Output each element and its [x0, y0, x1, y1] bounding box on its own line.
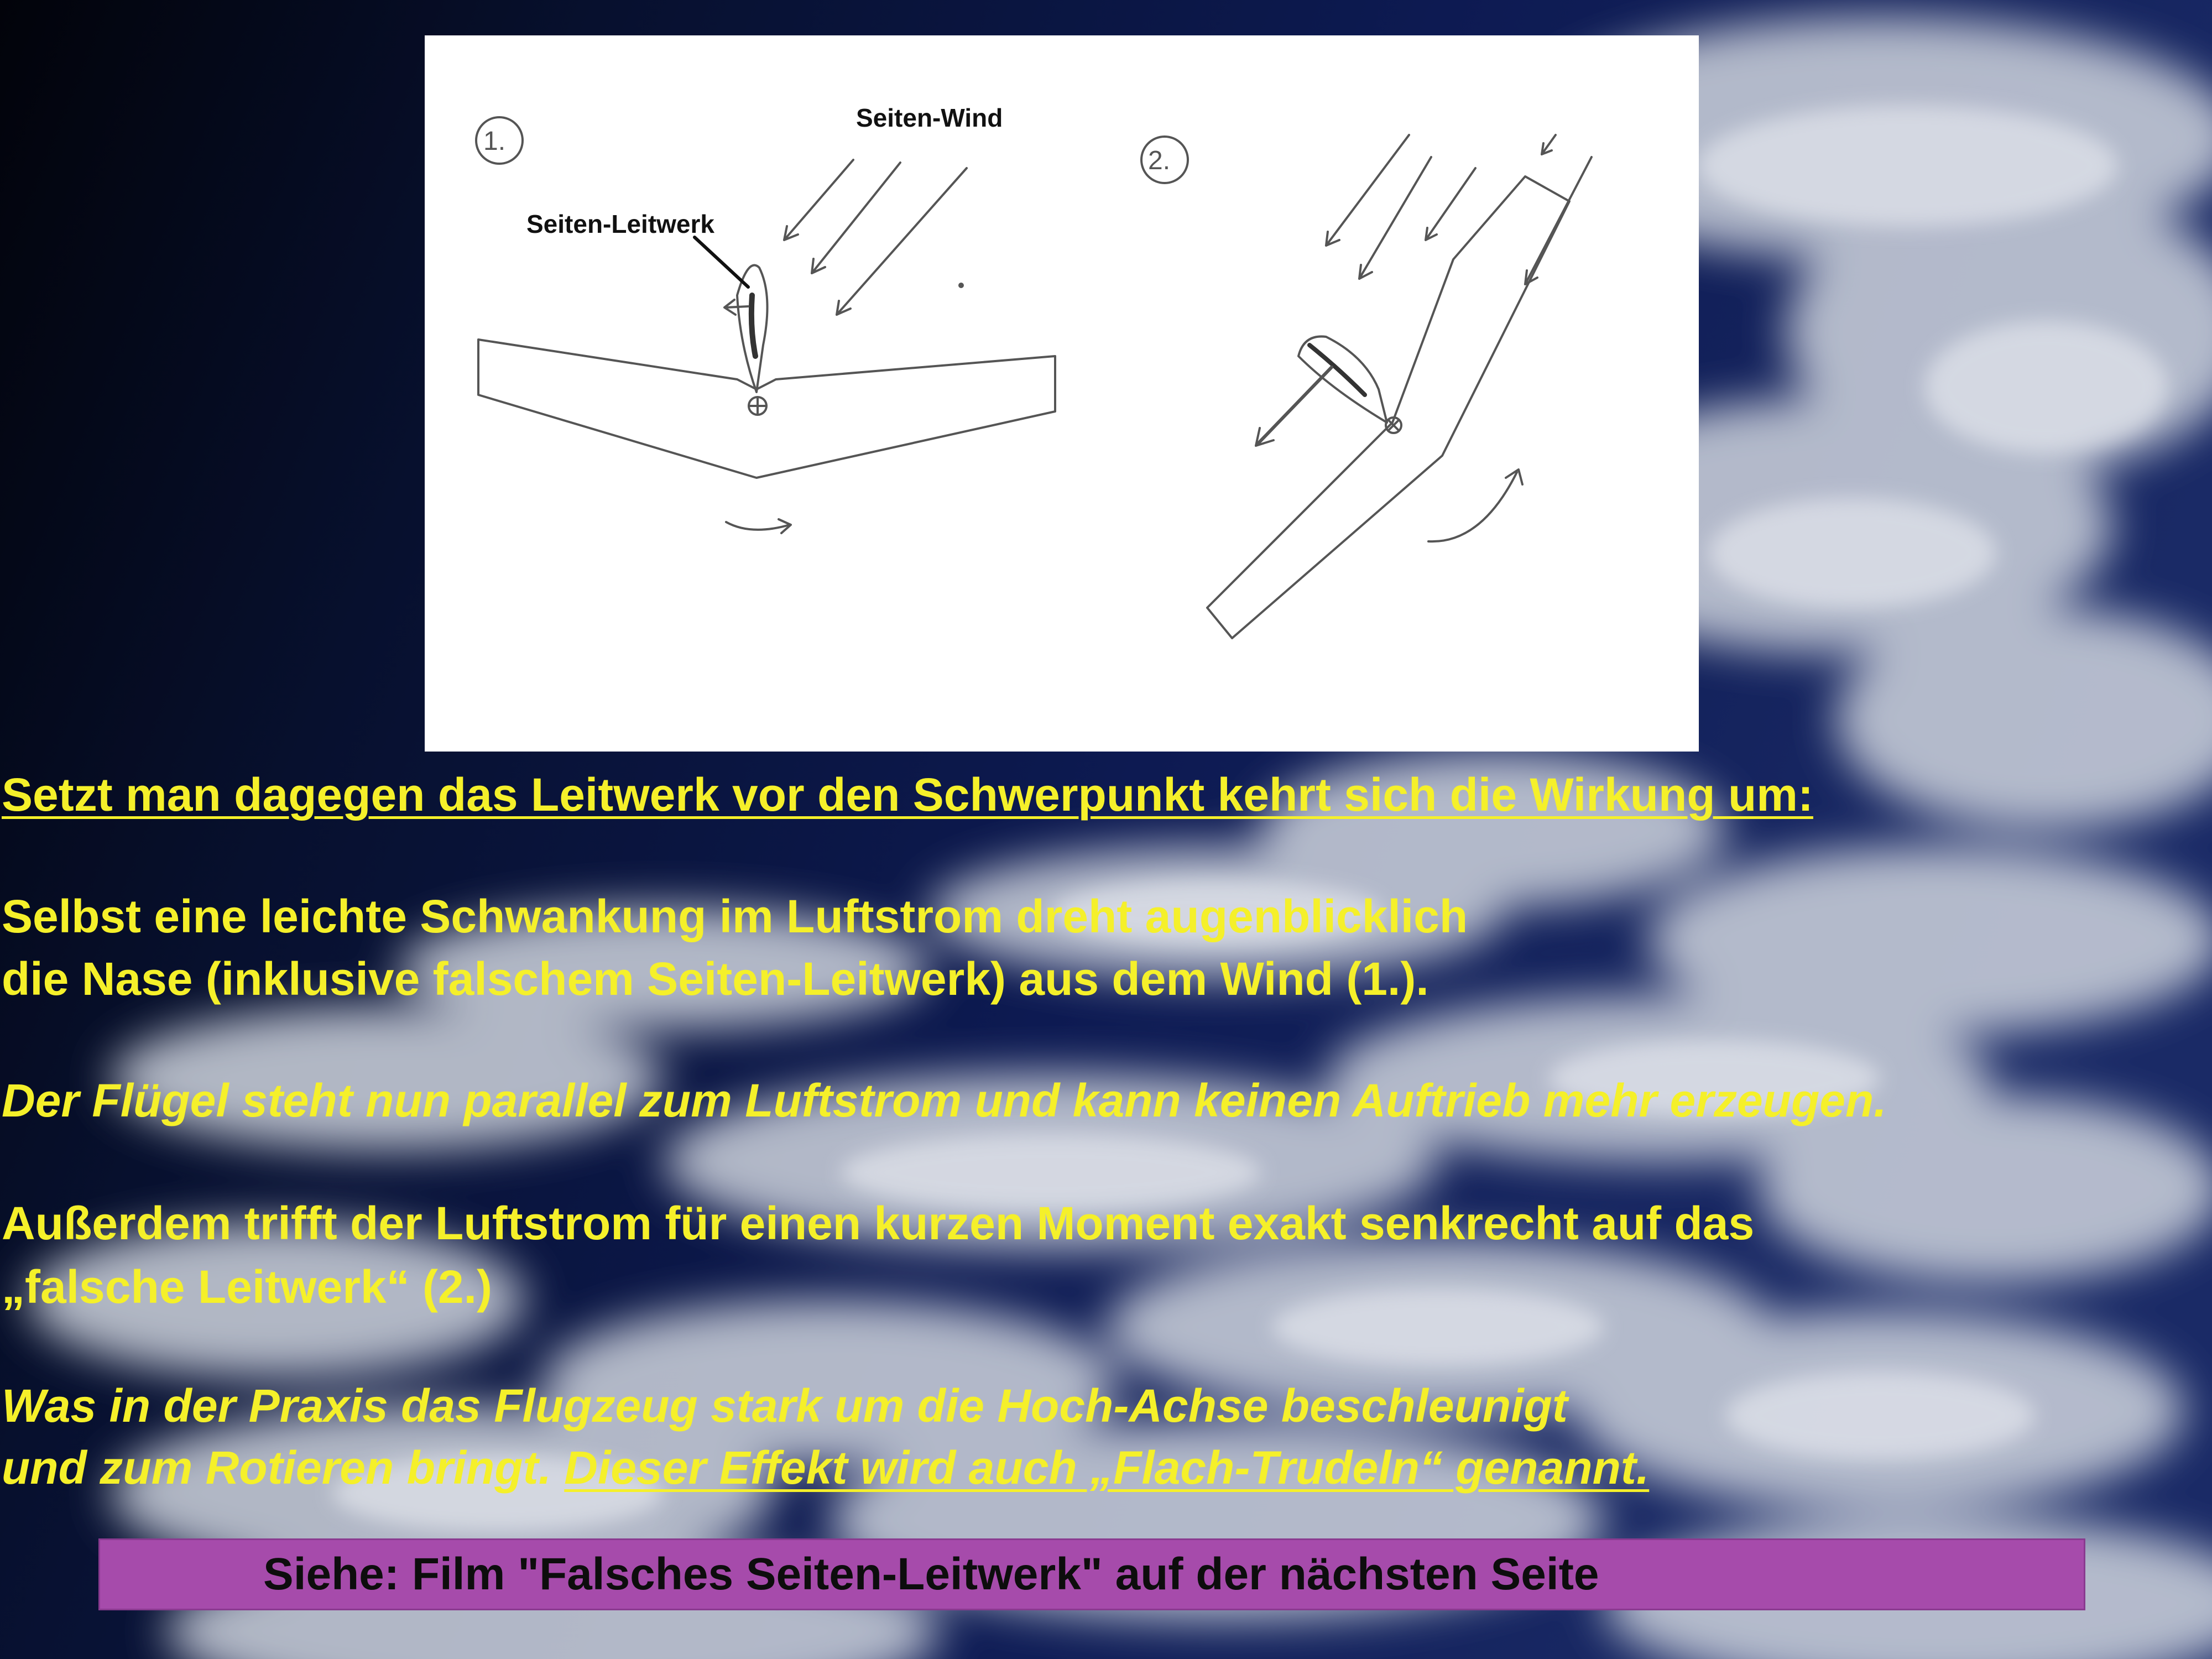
fig1-label-pointer	[695, 237, 748, 287]
fig1-force-arrow	[726, 306, 748, 307]
tail-label: Seiten-Leitwerk	[526, 210, 714, 238]
para4-line2	[2, 1442, 1650, 1494]
para1-line1: Selbst eine leichte Schwankung im Luftstrom dreht augenblicklich	[2, 890, 1468, 942]
fig1-number: 1.	[483, 127, 506, 156]
fig1-rotation-arrow	[726, 522, 790, 530]
flach-trudeln-note: Dieser Effekt wird auch „Flach-Trudeln“ genannt.	[564, 1442, 1650, 1494]
para4-line2-start: und zum Rotieren bringt.	[2, 1442, 551, 1494]
film-link-bar[interactable]	[98, 1538, 2085, 1610]
film-link-text[interactable]: Siehe: Film "Falsches Seiten-Leitwerk" auf der nächsten Seite	[263, 1549, 1599, 1599]
para4-line1: Was in der Praxis das Flugzeug stark um die Hoch-Achse beschleunigt	[2, 1380, 1568, 1432]
sketch-drawing	[425, 35, 1699, 752]
fig2-wing-outline	[1207, 176, 1569, 638]
fig2-wind-arrows	[1326, 135, 1409, 246]
fig2-rotation-arrow	[1428, 472, 1517, 541]
para3-line1: Außerdem trifft der Luftstrom für einen kurzen Moment exakt senkrecht auf das	[2, 1197, 1755, 1249]
fig2-force-arrow	[1257, 367, 1332, 445]
heading-text: Setzt man dagegen das Leitwerk vor den Schwerpunkt kehrt sich die Wirkung um:	[2, 769, 1813, 821]
sketch-panel	[425, 35, 1699, 752]
para2-text: Der Flügel steht nun parallel zum Luftstrom und kann keinen Auftrieb mehr erzeugen.	[2, 1074, 1887, 1126]
wind-label: Seiten-Wind	[856, 103, 1003, 132]
fig2-number: 2.	[1148, 146, 1171, 175]
fig1-wind-arrows	[784, 160, 853, 240]
para3-line2: „falsche Leitwerk“ (2.)	[2, 1261, 492, 1313]
para1-line2: die Nase (inklusive falschem Seiten-Leitwerk) aus dem Wind (1.).	[2, 953, 1429, 1005]
